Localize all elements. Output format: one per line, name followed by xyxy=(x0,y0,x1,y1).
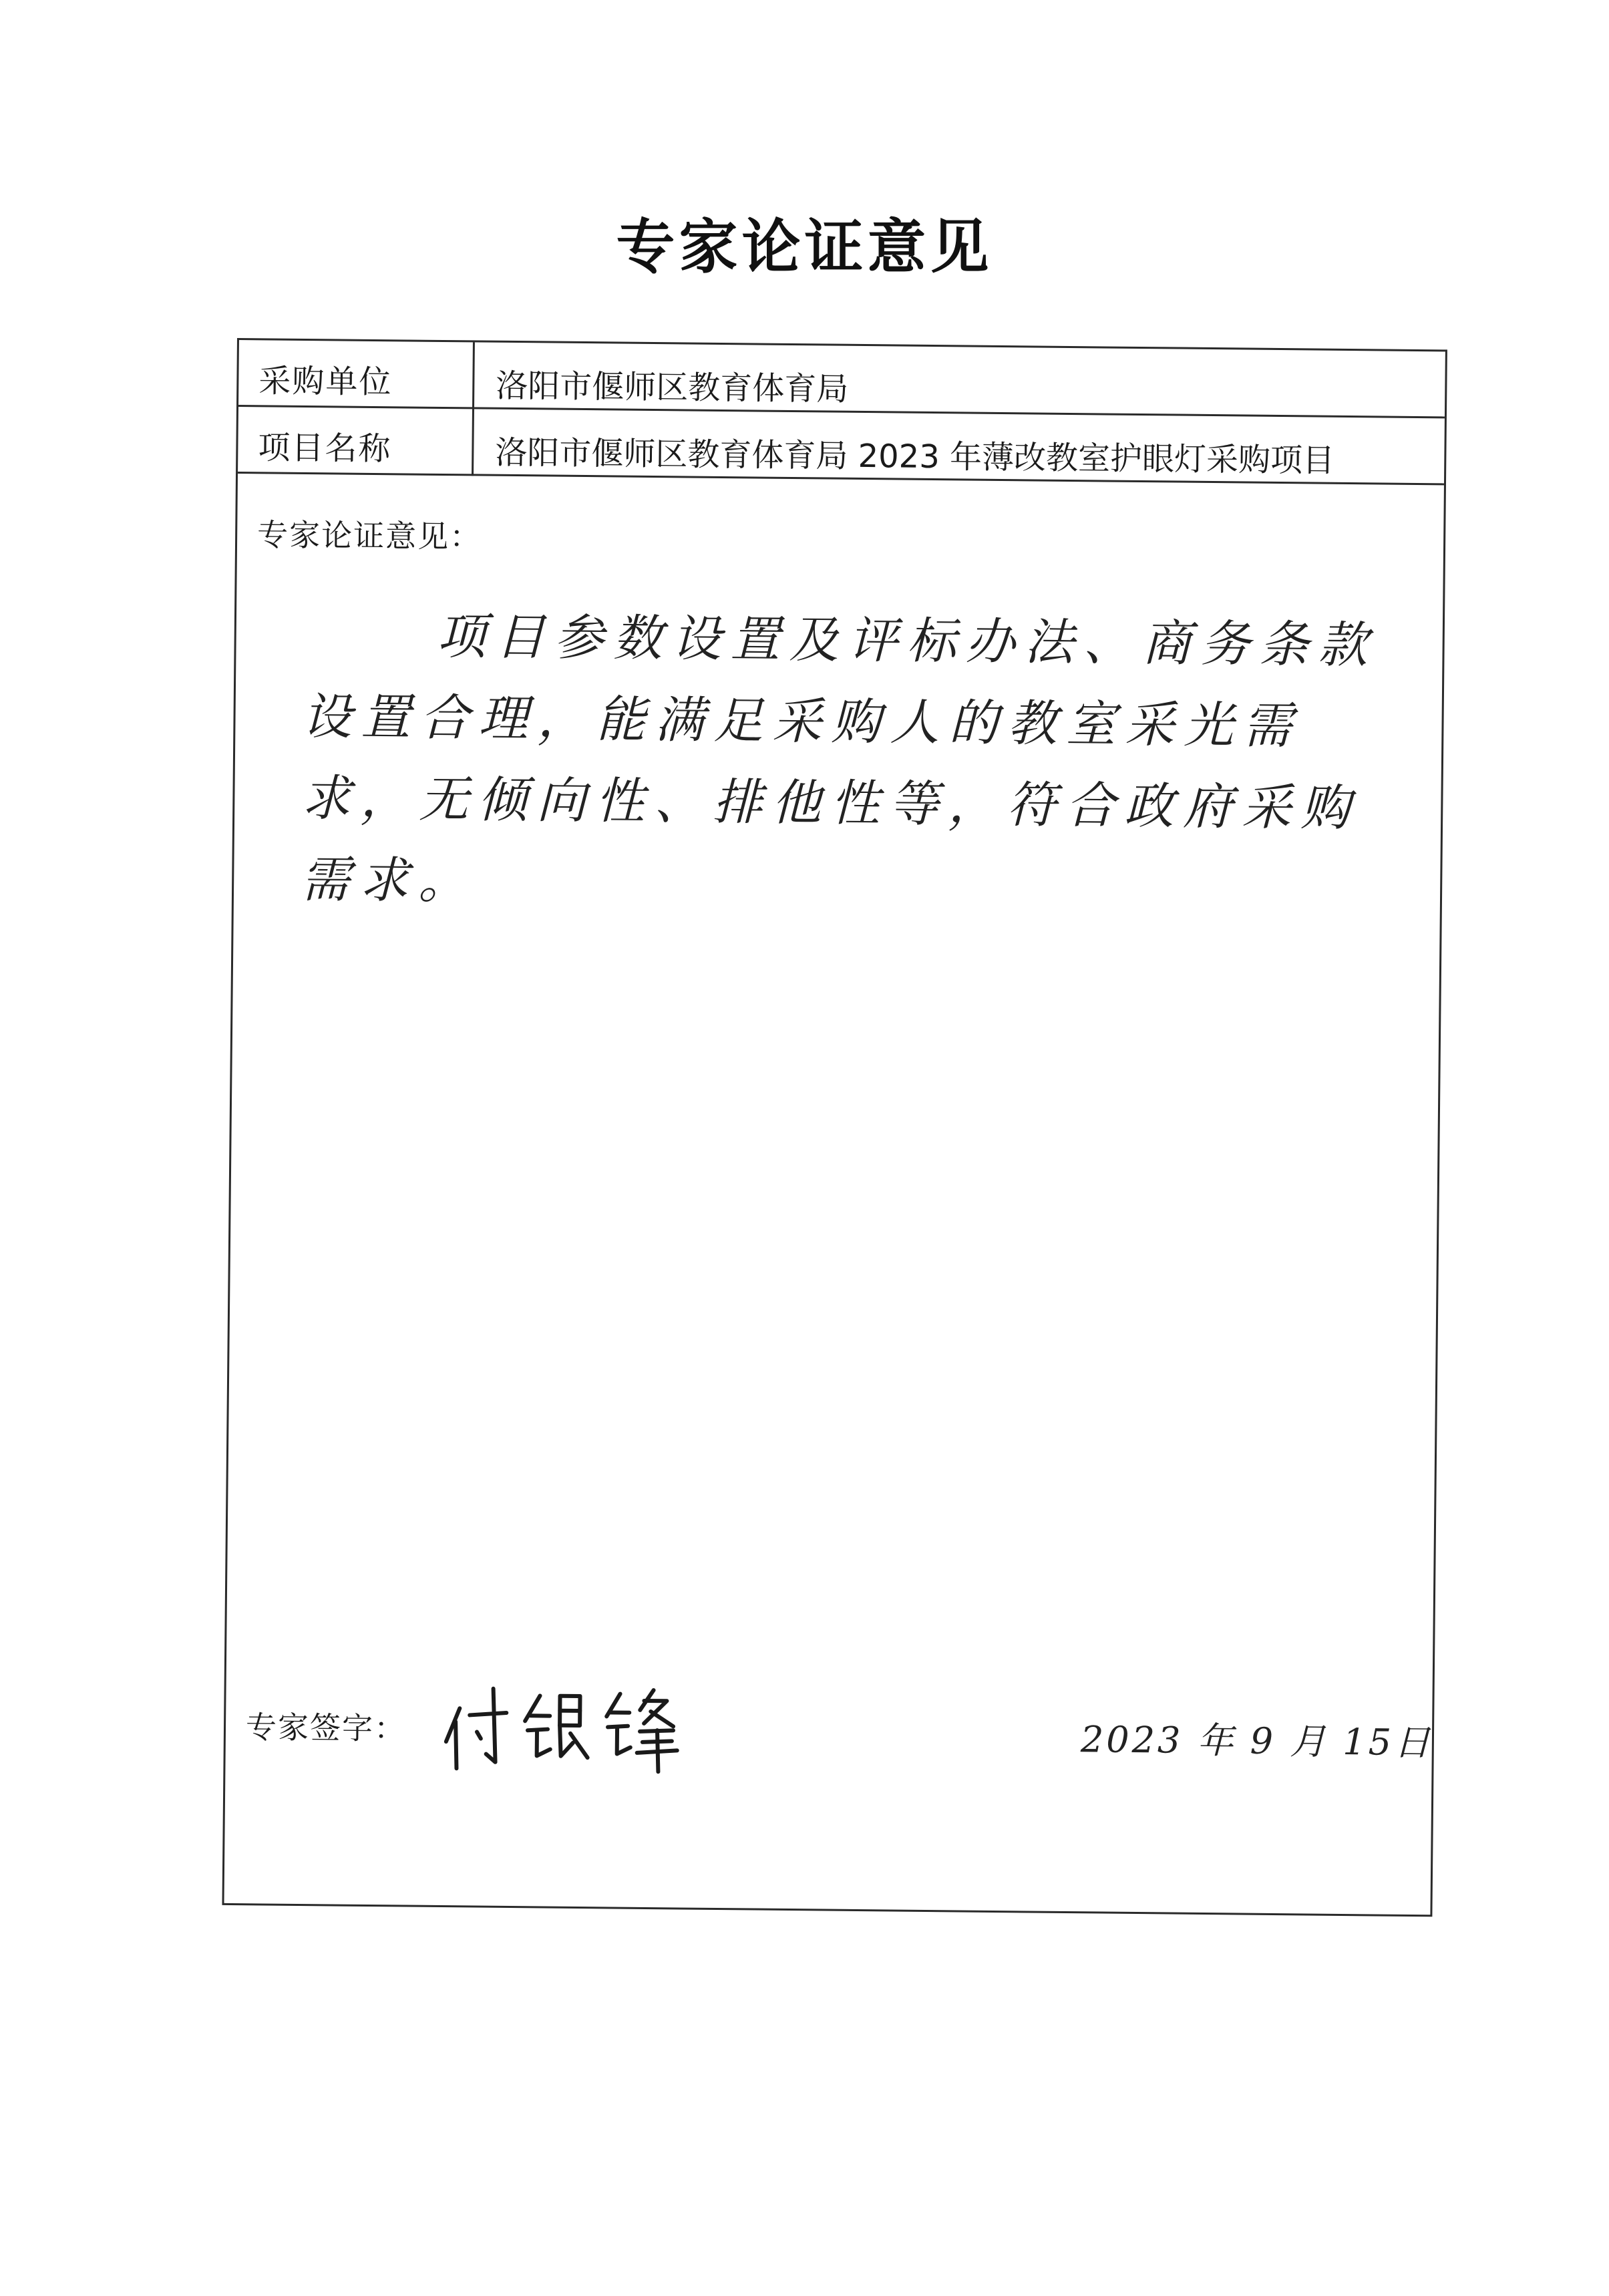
opinion-form xyxy=(222,338,1447,1917)
handwritten-signature xyxy=(439,1668,707,1778)
handwritten-opinion: 项目参数设置及评标办法、商务条款设置合理，能满足采购人的教室采光需求，无倾向性、排他性等，符合政府采购需求。 xyxy=(300,607,1378,911)
document-title: 专家论证意见 xyxy=(616,212,993,281)
project-value: 洛阳市偃师区教育体育局 2023 年薄改教室护眼灯采购项目 xyxy=(495,434,1335,480)
purchaser-label: 采购单位 xyxy=(258,362,393,401)
purchaser-value: 洛阳市偃师区教育体育局 xyxy=(496,367,849,408)
purchaser-row xyxy=(238,340,1445,418)
signature-date: 2023 年 9 月 15日 xyxy=(1080,1718,1433,1764)
signature-label: 专家签字： xyxy=(245,1709,407,1747)
opinion-label: 专家论证意见： xyxy=(256,516,482,555)
project-row xyxy=(238,407,1445,485)
project-label: 项目名称 xyxy=(258,429,392,468)
